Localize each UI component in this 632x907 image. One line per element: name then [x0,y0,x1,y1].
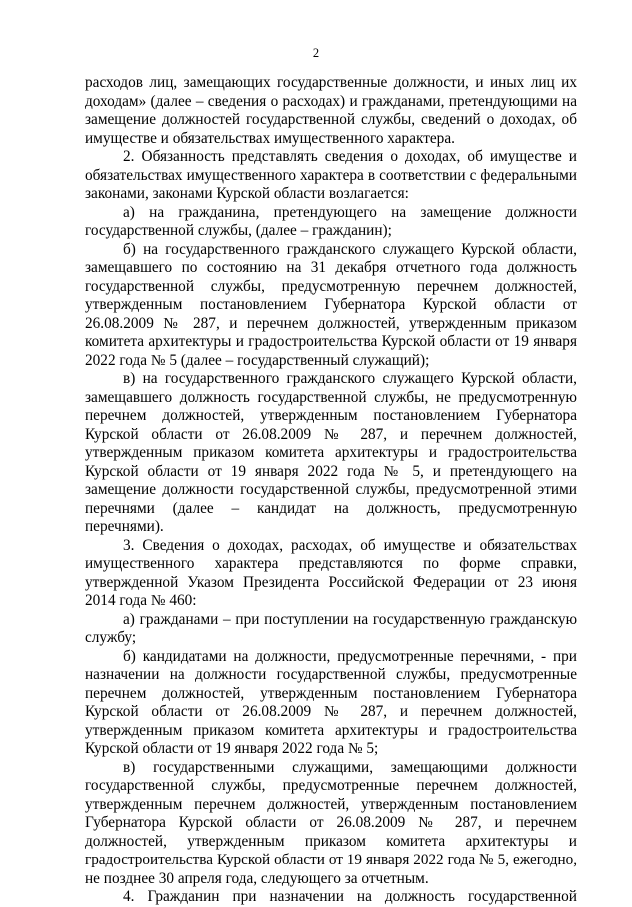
text-line: перечнями (далее – кандидат на должность, предусмотренную [85,499,577,517]
text-line: градостроительства Курской области от 19 января 2022 года № 5, ежегодно, [85,851,577,868]
text-line: замещение должностей государственной службы, сведений о доходах, об [85,111,577,128]
text-line: утвержденной Указом Президента Российской Федерации от 23 июня [85,573,577,591]
text-line: в) на государственного гражданского служащего Курской области, [123,370,577,387]
text-line: не позднее 30 апреля года, следующего за отчетным. [85,869,429,887]
text-line: замещавшего по состоянию на 31 декабря отчетного года должность [85,259,577,276]
text-line: расходов лиц, замещающих государственные должности, и иных лиц их [85,74,577,91]
text-line: 2014 года № 460: [85,592,197,609]
text-line: а) гражданами – при поступлении на государственную гражданскую [123,610,577,628]
text-line: б) кандидатами на должности, предусмотренные перечнями, - при [123,647,577,665]
text-line: Курской области от 19 января 2022 года № 5, и претендующего на [85,462,577,480]
text-line: комитета архитектуры и градостроительства Курской области от 19 января [85,333,577,350]
text-line: государственной службы, предусмотренные перечнем должностей, [85,777,577,794]
text-line: Курской области от 26.08.2009 № 287, и перечнем должностей, [85,703,577,720]
document-body [85,74,577,907]
text-line: утвержденным приказом комитета архитектуры и градостроительства [85,444,577,461]
text-line: государственной службы, предусмотренную перечнем должностей, [85,277,577,295]
text-line: законами, законами Курской области возлагается: [85,185,409,202]
text-line: имуществе и обязательствах имущественного характера. [85,129,455,147]
text-line: 2. Обязанность представлять сведения о доходах, об имуществе и [123,148,577,165]
text-line: утвержденным перечнем должностей, утвержденным постановлением [85,795,577,813]
text-line: 4. Гражданин при назначении на должность государственной [123,888,577,905]
text-line: утвержденным постановлением Губернатора Курской области от [85,296,577,313]
text-line: 2022 года № 5 (далее – государственный служащий); [85,351,430,369]
text-line: 26.08.2009 № 287, и перечнем должностей, утвержденным приказом [85,314,577,332]
text-line: перечнем должностей, утвержденным постановлением Губернатора [85,684,577,702]
text-line: имущественного характера представляются по форме справки, [85,555,577,572]
text-line: государственной службы, (далее – гражданин); [85,222,392,239]
text-line: службу; [85,629,137,646]
text-line: б) на государственного гражданского служащего Курской области, [123,240,577,258]
text-line: а) на гражданина, претендующего на замещение должности [123,203,577,221]
text-line: 3. Сведения о доходах, расходах, об имуществе и обязательствах [123,536,577,554]
text-line: перечнем должностей, утвержденным постановлением Губернатора [85,407,577,424]
text-line: замещавшего должность государственной службы, не предусмотренную [85,388,577,406]
text-line: Курской области от 26.08.2009 № 287, и перечнем должностей, [85,425,577,443]
text-line: в) государственными служащими, замещающими должности [123,758,577,776]
text-line: перечнями). [85,518,164,535]
text-line: Губернатора Курской области от 26.08.2009 № 287, и перечнем [85,814,577,831]
text-line: утвержденным приказом комитета архитектуры и градостроительства [85,721,577,739]
page-number: 2 [312,46,320,60]
text-line: должностей, утвержденным приказом комитета архитектуры и [85,832,577,850]
text-line: обязательствах имущественного характера в соответствии с федеральными [85,166,577,184]
text-line: замещение должности государственной службы, предусмотренной этими [85,481,577,498]
text-line: назначении на должности государственной службы, предусмотренные [85,666,577,683]
text-line: доходам» (далее – сведения о расходах) и гражданами, претендующими на [85,92,577,110]
text-line: Курской области от 19 января 2022 года № 5; [85,740,379,757]
